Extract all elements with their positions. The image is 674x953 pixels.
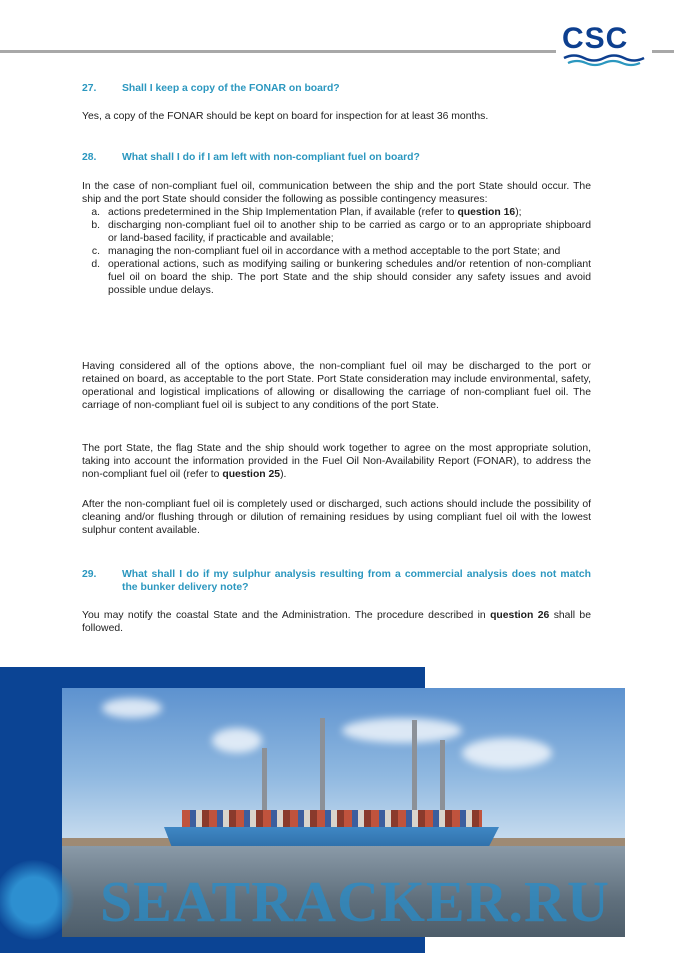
question-number: 29. xyxy=(82,569,97,580)
answer-28 xyxy=(82,180,591,297)
question-text: What shall I do if I am left with non-compliant fuel on board? xyxy=(122,152,420,163)
list-text: actions predetermined in the Ship Implementation Plan, if available (refer to xyxy=(108,207,458,218)
question-reference: question 26 xyxy=(490,610,550,621)
list-text: managing the non-compliant fuel oil in accordance with a method acceptable to the port State; and xyxy=(108,246,561,257)
question-number: 28. xyxy=(82,152,97,163)
para-text: The port State, the flag State and the ship should work together to agree on the most appropriate solution, taking into account the information provided in the Fuel Oil Non-Availability Report (FONAR), to address the non-compliant fuel oil (refer to xyxy=(82,443,591,480)
list-text: discharging non-compliant fuel oil to another ship to be carried as cargo or to an appropriate shipboard or land-based facility, if practicable and available; xyxy=(108,220,591,244)
para-tail: ). xyxy=(280,469,287,480)
answer-29 xyxy=(82,609,591,635)
list-letter: c. xyxy=(91,246,100,257)
question-reference: question 25 xyxy=(222,469,281,480)
waves-icon xyxy=(562,28,650,68)
logo-text: CSC xyxy=(562,22,629,55)
question-text: Shall I keep a copy of the FONAR on board? xyxy=(122,83,340,94)
answer-28-intro: In the case of non-compliant fuel oil, communication between the ship and the port State should occur. The ship and the port State should consider the following as possible contingency measures: xyxy=(82,181,591,205)
answer-28-para3 xyxy=(82,442,591,481)
answer-28-para4: After the non-compliant fuel oil is completely used or discharged, such actions should include the possibility of cleaning and/or flushing through or dilution of remaining residues by using compliant fuel oil with the lowest sulphur content available. xyxy=(82,499,591,536)
answer-text: You may notify the coastal State and the Administration. The procedure described in xyxy=(82,610,491,621)
csc-logo xyxy=(562,22,650,68)
list-text: operational actions, such as modifying sailing or bunkering schedules and/or retention of non-compliant fuel oil on board the ship. The port State and the ship should consider any safety issues and avoid possible undue delays. xyxy=(108,259,591,296)
question-number: 27. xyxy=(82,83,97,94)
list-item xyxy=(91,206,591,219)
answer-tail: shall be followed. xyxy=(82,610,591,634)
list-text-tail: ); xyxy=(515,207,522,218)
header-rule-left xyxy=(0,50,556,53)
header-rule-right xyxy=(652,50,674,53)
list-letter: a. xyxy=(91,207,100,218)
list-letter: d. xyxy=(91,259,100,270)
list-item xyxy=(91,245,591,258)
crane xyxy=(440,740,445,820)
answer-27: Yes, a copy of the FONAR should be kept on board for inspection for at least 36 months. xyxy=(82,111,489,122)
list-item xyxy=(91,219,591,245)
question-reference: question 16 xyxy=(457,207,516,218)
watermark: SEATRACKER.RU xyxy=(100,869,610,934)
crane xyxy=(320,718,325,823)
containers xyxy=(182,810,482,828)
question-29-heading xyxy=(82,568,591,594)
question-28-heading xyxy=(82,151,591,164)
list-letter: b. xyxy=(91,220,100,231)
question-27-heading xyxy=(82,82,591,95)
question-text: What shall I do if my sulphur analysis resulting from a commercial analysis does not match the bunker delivery note? xyxy=(122,569,591,593)
answer-28-para2: Having considered all of the options above, the non-compliant fuel oil may be discharged to the port or retained on board, as acceptable to the port State. Port State consideration may include environmental, safety, operational and logistical implications of allowing or disallowing the carriage of non-compliant fuel oil. The carriage of non-compliant fuel oil is subject to any conditions of the port State. xyxy=(82,361,591,411)
crane xyxy=(412,720,417,823)
list-item xyxy=(91,258,591,297)
contingency-list xyxy=(82,206,591,297)
